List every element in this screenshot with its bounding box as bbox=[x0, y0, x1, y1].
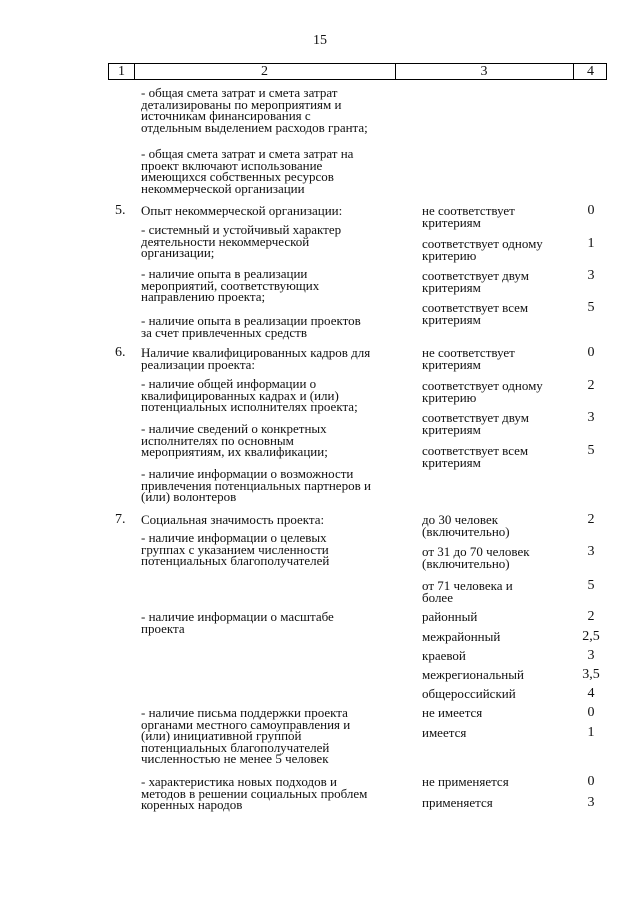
criterion-text-line: потенциальных благополучателей bbox=[141, 553, 330, 568]
points-value: 0 bbox=[587, 705, 595, 720]
criterion-text-line: - наличие письма поддержки проекта bbox=[141, 705, 348, 720]
points-value: 3 bbox=[587, 410, 595, 425]
option-text-line: краевой bbox=[422, 648, 466, 663]
option-text-line: соответствует всем bbox=[422, 443, 529, 458]
points-value: 1 bbox=[587, 725, 595, 740]
criterion-text-line: источникам финансирования с bbox=[141, 108, 311, 123]
option-text-line: (включительно) bbox=[422, 523, 510, 539]
points-value: 3 bbox=[587, 795, 595, 810]
criterion-number: 7. bbox=[115, 512, 126, 527]
option-text-line: от 71 человека и bbox=[422, 578, 513, 593]
option-text-line: критериям bbox=[422, 421, 481, 437]
points-value: 0 bbox=[587, 345, 595, 360]
criterion-text-line: органами местного самоуправления и bbox=[141, 716, 351, 732]
criterion-text-line: методов в решении социальных проблем bbox=[141, 785, 368, 801]
criterion-text-line: - общая смета затрат и смета затрат bbox=[141, 85, 338, 100]
option-text-line: более bbox=[422, 589, 453, 605]
option-text-line: не применяется bbox=[422, 774, 509, 789]
points-value: 0 bbox=[587, 774, 595, 789]
criterion-text-line: организации; bbox=[141, 245, 215, 260]
criterion-text-line: группах с указанием численности bbox=[141, 541, 329, 557]
criterion-text-line: коренных народов bbox=[141, 797, 243, 812]
criterion-text-line: - наличие общей информации о bbox=[141, 376, 317, 391]
points-value: 3,5 bbox=[582, 667, 600, 682]
points-value: 2 bbox=[587, 512, 595, 527]
header-column-4: 4 bbox=[587, 64, 594, 79]
option-text-line: не соответствует bbox=[422, 345, 515, 360]
header-column-2: 2 bbox=[134, 64, 396, 79]
header-column-3: 3 bbox=[395, 64, 574, 79]
option-text-line: соответствует двум bbox=[422, 268, 529, 283]
criterion-text-line: мероприятиям, их квалификации; bbox=[141, 444, 328, 459]
points-value: 5 bbox=[587, 578, 595, 593]
option-text-line: соответствует двум bbox=[422, 410, 529, 425]
criterion-text-line: за счет привлеченных средств bbox=[141, 324, 307, 340]
criterion-text-line: - общая смета затрат и смета затрат на bbox=[141, 146, 354, 161]
criterion-text-line: проект включают использование bbox=[141, 157, 323, 173]
option-text-line: общероссийский bbox=[422, 686, 516, 701]
points-value: 5 bbox=[587, 300, 595, 315]
criterion-text-line: некоммерческой организации bbox=[141, 180, 305, 196]
header-column-1: 1 bbox=[109, 64, 135, 79]
criterion-text-line: детализированы по мероприятиям и bbox=[141, 96, 342, 112]
criterion-text-line: потенциальных исполнителях проекта; bbox=[141, 399, 358, 414]
points-value: 3 bbox=[587, 648, 595, 663]
points-value: 2 bbox=[587, 609, 595, 624]
criterion-text-line: привлечения потенциальных партнеров и bbox=[141, 477, 371, 493]
criterion-text-line: - наличие опыта в реализации bbox=[141, 266, 308, 281]
criterion-text-line: имеющихся собственных ресурсов bbox=[141, 169, 334, 184]
option-text-line: соответствует всем bbox=[422, 300, 529, 315]
criterion-text-line: мероприятий, соответствующих bbox=[141, 277, 320, 293]
criterion-text-line: проекта bbox=[141, 620, 185, 636]
points-value: 2,5 bbox=[582, 629, 600, 644]
criterion-text-line: - характеристика новых подходов и bbox=[141, 774, 337, 789]
criterion-number: 5. bbox=[115, 203, 126, 218]
option-text-line: имеется bbox=[422, 725, 467, 740]
criterion-text-line: квалифицированных кадрах и (или) bbox=[141, 387, 339, 403]
option-text-line: критериям bbox=[422, 311, 481, 327]
criterion-text-line: - наличие информации о масштабе bbox=[141, 609, 334, 624]
option-text-line: критериям bbox=[422, 356, 481, 372]
points-value: 1 bbox=[587, 236, 595, 251]
option-text-line: критерию bbox=[422, 247, 477, 263]
option-text-line: от 31 до 70 человек bbox=[422, 544, 530, 559]
option-text-line: до 30 человек bbox=[422, 512, 499, 527]
option-text-line: (включительно) bbox=[422, 555, 510, 571]
criterion-text-line: направлению проекта; bbox=[141, 289, 266, 304]
criterion-text-line: Опыт некоммерческой организации: bbox=[141, 203, 343, 218]
criterion-text-line: - наличие сведений о конкретных bbox=[141, 421, 327, 436]
option-text-line: соответствует одному bbox=[422, 236, 543, 251]
criterion-text-line: (или) инициативной группой bbox=[141, 728, 302, 743]
points-value: 2 bbox=[587, 378, 595, 393]
option-text-line: применяется bbox=[422, 795, 493, 810]
criterion-text-line: исполнителях по основным bbox=[141, 432, 294, 448]
criterion-text-line: численностью не менее 5 человек bbox=[141, 751, 329, 766]
option-text-line: межрегиональный bbox=[422, 667, 524, 682]
option-text-line: критерию bbox=[422, 389, 477, 405]
option-text-line: критериям bbox=[422, 279, 481, 295]
table-header bbox=[108, 63, 607, 80]
criterion-text-line: деятельности некоммерческой bbox=[141, 233, 310, 249]
criterion-text-line: (или) волонтеров bbox=[141, 489, 237, 504]
criterion-number: 6. bbox=[115, 345, 126, 360]
criterion-text-line: - системный и устойчивый характер bbox=[141, 222, 342, 237]
criterion-text-line: - наличие информации о возможности bbox=[141, 466, 354, 481]
points-value: 3 bbox=[587, 268, 595, 283]
option-text-line: соответствует одному bbox=[422, 378, 543, 393]
points-value: 0 bbox=[587, 203, 595, 218]
option-text-line: критериям bbox=[422, 214, 481, 230]
points-value: 5 bbox=[587, 443, 595, 458]
option-text-line: критериям bbox=[422, 454, 481, 470]
criterion-text-line: Социальная значимость проекта: bbox=[141, 512, 325, 527]
option-text-line: не соответствует bbox=[422, 203, 515, 218]
points-value: 3 bbox=[587, 544, 595, 559]
criterion-text-line: Наличие квалифицированных кадров для bbox=[141, 345, 371, 360]
criterion-text-line: отдельным выделением расходов гранта; bbox=[141, 119, 368, 135]
criterion-text-line: реализации проекта: bbox=[141, 356, 256, 372]
points-value: 4 bbox=[587, 686, 595, 701]
option-text-line: районный bbox=[422, 609, 478, 624]
option-text-line: не имеется bbox=[422, 705, 483, 720]
criterion-text-line: потенциальных благополучателей bbox=[141, 739, 330, 755]
criterion-text-line: - наличие опыта в реализации проектов bbox=[141, 313, 361, 328]
criterion-text-line: - наличие информации о целевых bbox=[141, 530, 327, 545]
option-text-line: межрайонный bbox=[422, 629, 501, 644]
page-number: 15 bbox=[313, 33, 327, 48]
